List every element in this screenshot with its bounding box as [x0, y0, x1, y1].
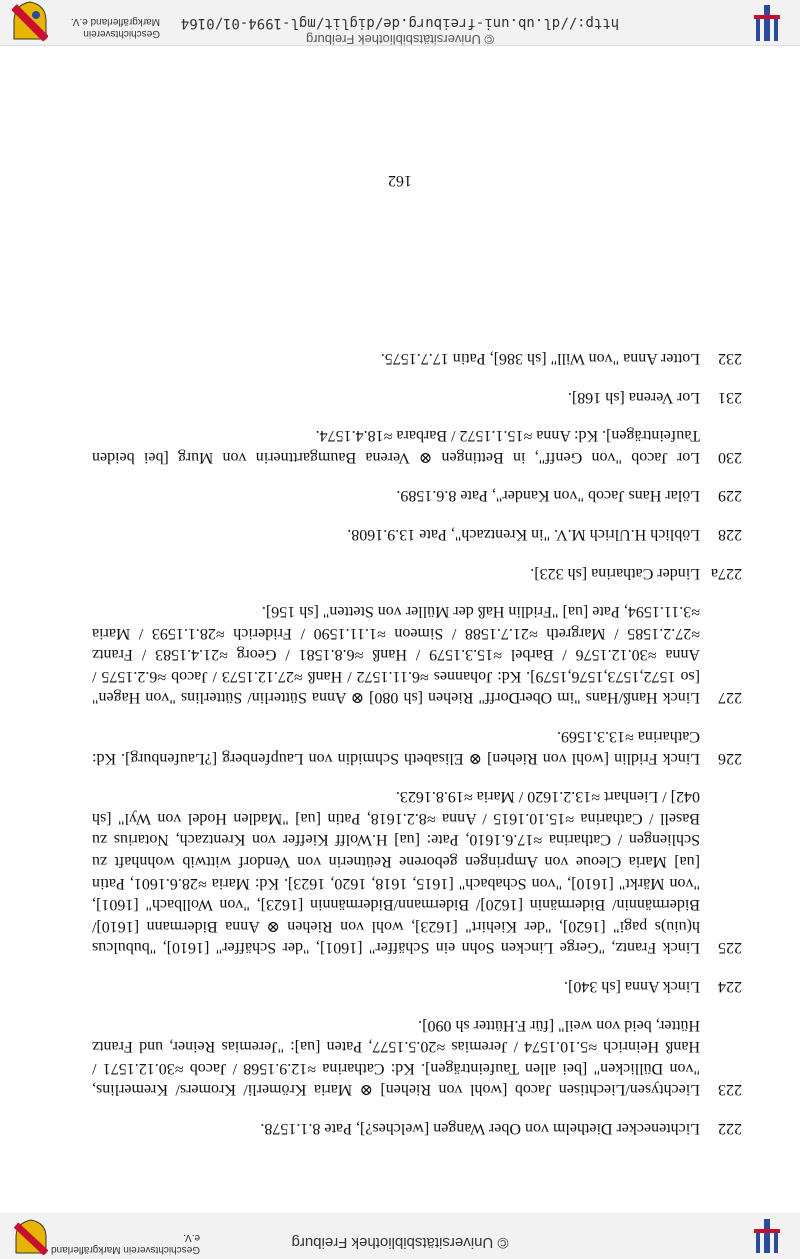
entry-number: 223	[718, 1081, 742, 1099]
entry-number: 222	[718, 1120, 742, 1137]
entry-text: Liechtysen/Liechtisen Jacob [wohl von Riehen] ⊗ Maria Krömerli/ Kromers/ Kremerlins, "von Düllicken" [bei allen Taufeinträgen]. Kd: Catharina ≈12.9.1568 / Jacob ≈30.12.1571 / Hanß Heinrich ≈5.10.1574 / Jeremias ≈20.5.1577, Paten [ua]: "Jeremias Reiner, und Frantz Hütter, beid von weil" [für F.Hütter sh 090].	[92, 1016, 700, 1099]
entry-text: Lor Verena [sh 168].	[567, 388, 700, 406]
entry-text: Linck Anna [sh 340].	[564, 978, 700, 996]
entry-text: Lor Jacob "von Genff", in Bettingen ⊗ Verena Baumgarttnerin von Murg [bei beiden Taufeinträgen]. Kd: Anna ≈15.1.1572 / Barbara ≈18.4.1574.	[92, 427, 700, 466]
entry-225	[92, 786, 742, 959]
entry-228	[92, 523, 742, 545]
entry-text: Löblich H.Ulrich M.V. "in Krentzach", Pate 13.9.1608.	[347, 525, 700, 543]
document-body	[92, 330, 742, 1139]
footer-society-text: Geschichtsverein Markgräflerland e.V.	[70, 16, 160, 39]
entry-text: Linck Frantz, "Gerge Lincken Sohn ein Schäffer" [1601], "der Schäffer" [1610], "bubulcus h(uiu)s pagi" [1620], "der Kiehirt" [1623], wohl von Riehen ⊗ Anna Bidermann [1610]/ Bidermännin/ Bidermänin [1620]/ Bidermann/Bidermännin [1623], "von Wollbach" [1601], "von Märkt" [1610], "von Schabach" [1615, 1618, 1620, 1623]. Kd: Maria ≈28.6.1601, Patin [ua] Maria Cleoue von Ampringen geborene Reütnerin von Vendorf wittwib wohnhaft zu Schliengen / Catharina ≈17.6.1610, Pate: [ua] H.Wolff Kieffer von Krentzach, Notarius zu Basell / Catharina ≈15.10.1615 / Anna ≈8.2.1618, Patin [ua] "Madlen Hodel von Wyl" [sh 042] / Lienhart ≈13.2.1620 / Maria ≈19.8.1623.	[92, 788, 700, 957]
header-library-text: © Universitätsbibliothek Freiburg	[291, 1234, 509, 1251]
entry-223	[92, 1014, 742, 1100]
entry-text: Linder Catharina [sh 323].	[530, 564, 700, 582]
entry-230	[92, 425, 742, 468]
entry-number: 225	[718, 939, 742, 957]
entry-number: 230	[718, 448, 742, 466]
entry-number: 227	[718, 689, 742, 707]
entry-227	[92, 601, 742, 709]
entry-number: 224	[718, 978, 742, 996]
footer-bar	[0, 0, 800, 46]
entry-229	[92, 485, 742, 507]
footer-url-link[interactable]: http://dl.ub.uni-freiburg.de/diglit/mgl-1994-01/0164	[180, 15, 620, 31]
entry-222	[92, 1117, 742, 1139]
entry-text: Lölar Hans Jacob "von Kander", Pate 8.6.1589.	[396, 487, 700, 505]
header-bar	[0, 1213, 800, 1259]
entry-number: 231	[718, 388, 742, 406]
entry-231	[92, 386, 742, 408]
entry-number: 228	[718, 525, 742, 543]
entry-number: 232	[718, 349, 742, 367]
header-society-text: Geschichtsverein Markgräflerland e.V.	[51, 1232, 200, 1255]
entry-text: Linck Fridlin [wohl von Riehen] ⊗ Elisabeth Schmidin von Laupfenberg [?Laufenburg]. Kd: Catharina ≈13.3.1569.	[92, 728, 700, 767]
entry-227a	[92, 562, 742, 584]
entry-number: 229	[718, 487, 742, 505]
entry-text: Lichtenecker Diethelm von Ober Wangen [welches?], Pate 8.1.1578.	[260, 1120, 700, 1137]
entry-text: Linck Hanß/Hans "im OberDorff" Riehen [sh 080] ⊗ Anna Sütterlin/ Sütterlins "von Hagen" [so 1572,1573,1576,1579]. Kd: Johannes ≈6.11.1572 / Hanß ≈27.12.1573 / Jacob ≈6.2.1575 / Anna ≈30.12.1576 / Barbel ≈15.3.1579 / Hanß ≈6.8.1581 / Georg ≈21.4.1583 / Frantz ≈27.2.1585 / Margreth ≈21.7.1588 / Simeon ≈1.11.1590 / Friderich ≈28.1.1593 / Maria ≈3.11.1594, Pate [ua] "Fridlin Haß der Müller von Stetten" [sh 156].	[92, 603, 700, 707]
entry-224	[92, 975, 742, 997]
entry-number: 227a	[710, 564, 742, 582]
page-number: 162	[388, 172, 412, 189]
entry-text: Lotter Anna "von Will" [sh 386], Patin 17.7.1575.	[380, 349, 700, 367]
entry-226	[92, 726, 742, 769]
entry-232	[92, 347, 742, 369]
footer-copyright-text: © Universitätsbibliothek Freiburg	[305, 32, 495, 47]
society-coat-of-arms-icon	[14, 1214, 48, 1255]
society-coat-of-arms-icon	[12, 0, 48, 41]
entry-number: 226	[718, 749, 742, 767]
